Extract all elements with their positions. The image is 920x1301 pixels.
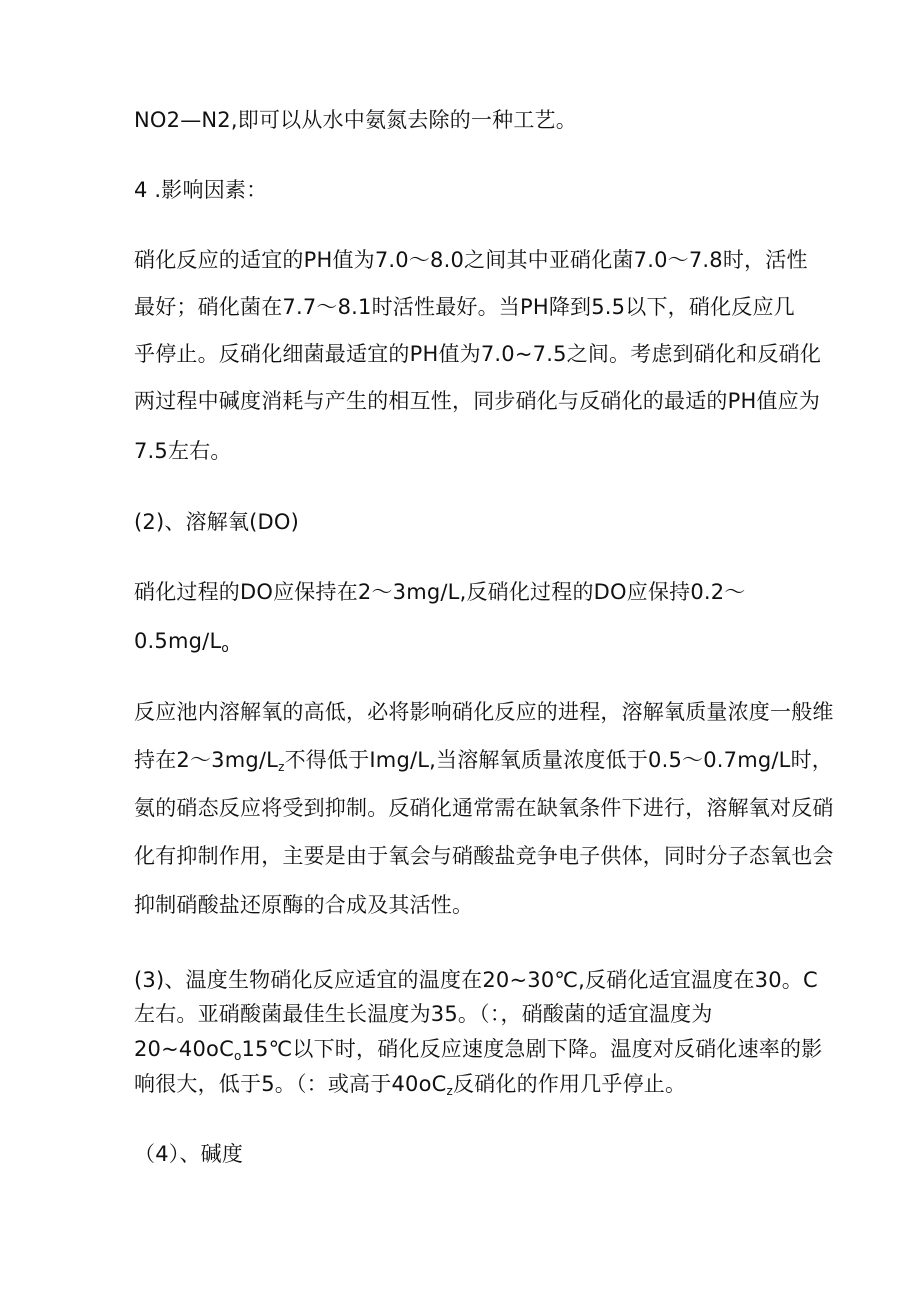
text-line: 响很大，低于5。（：或高于$40oC_z$反硝化的作用几乎停止。: [134, 1072, 687, 1098]
text-line: 最好；硝化菌在7.7〜8.1时活性最好。当PH降到5.5以下，硝化反应几: [134, 295, 795, 319]
section-heading: （4）、碱度: [134, 1142, 244, 1166]
text-line: 硝化过程的DO应保持在2〜3mg∕L,反硝化过程的DO应保持0.2〜: [134, 580, 746, 604]
subscript-mark: z: [446, 1084, 453, 1098]
text-line: 反应池内溶解氧的高低，必将影响硝化反应的进程，溶解氧质量浓度一般维: [134, 700, 834, 724]
text-line: 硝化反应的适宜的PH值为7.0〜8.0之间其中亚硝化菌7.0〜7.8时，活性: [134, 248, 808, 272]
text-line: 7.5左右。: [134, 439, 232, 463]
text-line: 左右。亚硝酸菌最佳生长温度为35。（：，硝酸菌的适宜温度为: [134, 1002, 713, 1026]
text-line: 氨的硝态反应将受到抑制。反硝化通常需在缺氧条件下进行，溶解氧对反硝: [134, 796, 834, 820]
text-line: 乎停止。反硝化细菌最适宜的PH值为7.0~7.5之间。考虑到硝化和反硝化: [134, 342, 822, 366]
text-line: 抑制硝酸盐还原酶的合成及其活性。: [134, 893, 474, 917]
text-line: NO2—N2,即可以从水中氨氮去除的一种工艺。: [134, 108, 577, 132]
section-heading: (2)、溶解氧(DO): [134, 510, 300, 534]
text-line: 两过程中碱度消耗与产生的相互性，同步硝化与反硝化的最适的PH值应为: [134, 389, 821, 413]
text-line: $0.5mg∕L_o$: [134, 629, 229, 655]
subscript-mark: o: [233, 1049, 242, 1063]
subscript-mark: z: [278, 760, 285, 774]
text-line: 化有抑制作用，主要是由于氧会与硝酸盐竞争电子供体，同时分子态氧也会: [134, 844, 834, 868]
subscript-mark: o: [221, 641, 229, 655]
text-line: $20\sim 40oC_o15℃$以下时，硝化反应速度急剧下降。温度对反硝化速率的影: [134, 1037, 823, 1063]
text-line: 持在2〜$3mg∕L_z$不得低于Img/L,当溶解氧质量浓度低于0.5〜0.7mg∕L时，: [134, 748, 833, 774]
section-heading: (3)、温度生物硝化反应适宜的温度在20~30℃,反硝化适宜温度在30。C: [134, 968, 818, 992]
section-heading: 4 .影响因素：: [134, 178, 268, 202]
